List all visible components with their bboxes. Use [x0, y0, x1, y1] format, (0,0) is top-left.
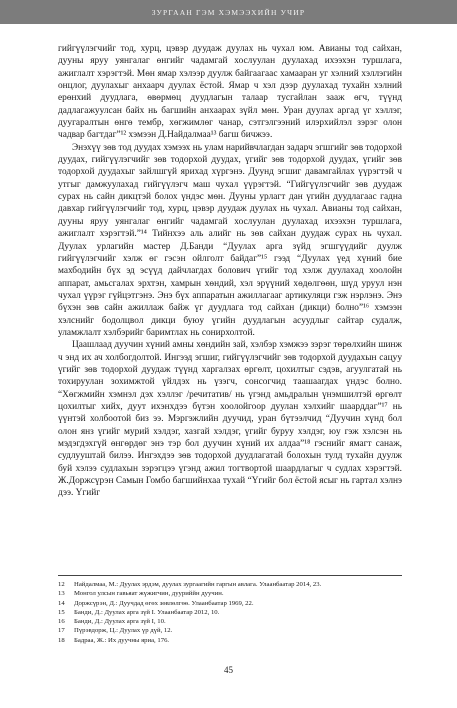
footnote	[58, 617, 402, 626]
footnote-number: 15	[58, 608, 65, 616]
footnotes	[58, 575, 402, 645]
footnote	[58, 636, 402, 645]
footnote-number: 14	[58, 599, 65, 607]
footnote	[58, 589, 402, 598]
footnote-text: Бадраа, Ж.: Их дуучны яриа, 176.	[74, 636, 170, 644]
footnote-number: 12	[58, 581, 65, 588]
footnote-text: Доржсүрэн, Д.: Дуучдад өгөх зөвлөлгөө. Улаанбаатар 1969, 22.	[74, 599, 254, 607]
footnote-number: 17	[58, 627, 65, 635]
footnote-text: Найдалмаа, М.: Дуулах эрдэм, дуулах зургаагийн гаргын авлага. Улаанбаатар 2014, 23.	[74, 581, 322, 588]
paragraph: Цаашлаад дуучин хүний амны хөндийн зай, хэлбэр хэмжээ зэрэг төрөлхийн шинж ч энд их ач холбогдолтой. Ингээд эгшиг, гийгүүлэгчийг зөв тодорхой дуудахын сацуу үгийг зөв тодорхой дуудаж түүнд харгалзах өргөлт, цохилтыг сэдэв, агуулгатай нь тохируулан зохимжтой үйлдэх нь үзэгч, сонсогчид таашаагдах үндэс болно. “Хөгжмийн хэмнэл дэх хэллэг /речитатив/ нь үгэнд амьдралын үнэмшилтэй өргөлт цохилтыг хийх, дуут ихэнхдээ бүтэн хоолойгоор дуулан хэлхийг шаарддаг”¹⁷ нь үүнтэй холбоотой биз ээ. Мэргэжлийн дуучид, уран бүтээлчид “Дуучин хүнд бол олон янз үгийг мурий хэлдэг, хазгай хэлдэг, үгийг буруу хэлдэг, юу гэж хэлсэн нь мэдэгдэхгүй өнгөрдөг энэ тэр бол дуучин хүний их алдаа”¹⁸ гэснийг ямагт санаж, судлууштай билээ. Ингэхдээ зөв тодорхой дуудлагатай болохын тулд тухайн дуулж буй хэлээ судлахын зэрэгцээ үгэнд ажил тогтвортой шаардлагыг ч судлах хэрэгтэй. Ж.Доржсүрэн Самын Гомбо багшийнхаа тухай “Үгийг бол ёстой ясыг нь гартал хэлнэ дээ. Үгийг	[58, 340, 402, 499]
footnote-text: Банди, Д.: Дуулах арга зүй I. Улаанбаатар 2012, 10.	[74, 608, 220, 616]
main-text	[58, 43, 402, 500]
page-number: 45	[224, 665, 233, 675]
footnote	[58, 626, 402, 635]
footnote-text: Монгол улсын гавьяат жүжигчин, дууриййн дуучин.	[74, 590, 224, 598]
paragraph: Энэхүү зөв тод дуудах хэмээх нь улам нарийвчлагдан задарч эгшгийг зөв тодорхой дуудах, гийгүүлэгчийг зөв тодорхой дуудах, үгийг зөв тодорхой дуудах, үгийг зөв тодорхой дуудахыг зайлшгүй ярихад хүргэнэ. Дуунд эгшиг давамгайлах үүрэгтэй ч утгыг дамжуулахад гийгүүлэгч маш чухал үүрэгтэй. “Гийгүүлэгчийг зөв дуудаж сурах нь сайн дикцтэй болох үндэс мөн. Дууны урлагт дан үгийн дуудлагаас гадна давхар гийгүүлэгчийг тод, хурц, цэвэр дуудаж дуулах нь чухал. Авианы тод сайхан, дууны яруу уянгалаг өнгийг чадамгай хослуулан дуулахад ихээхэн туршлага, ажиглалт хэрэгтэй.”¹⁴ Тийнхээ аль алийг нь зөв сайхан дуудаж сурах нь чухал. Дуулах урлагийн мастер Д.Банди “Дуулах арга зүйд эгшгүүдийг дуулж гийгүүлэгчийг хэлж өг гэсэн ойлголт байдаг”¹⁵ гээд “Дуулах үед хүний бие махбодийн бүх эд эсүүд дайчлагдах болович үгийг тод хэлж дуулахад хоолойн аппарат, амьсгалах эрхтэн, хамрын хөндий, хэл эрүүний хөдөлгөөн, шүд уруул нэн чухал үүрэг гүйцэтгэнэ. Энэ бүх аппаратын ажиллагааг артикуляци гэж нэрлэнэ. Энэ бүхэн зөв сайн ажиллаж байж үг дуудлага тод сайхан (дикци) болно”¹⁶ хэмээн хэлснийг бодолцвол дикци буюу үгийн дуудлагын асуудлыг сайтар судалж, уламжлалт хэлбэрийг баримтлах нь сонирхолтой.	[58, 142, 402, 338]
footnote-text: Пүрэвдорж, Ц.: Дуулах үр дүй, 12.	[74, 627, 173, 635]
footnote-number: 16	[58, 618, 65, 626]
paragraph: гийгүүлэгчийг тод, хурц, цэвэр дуудаж дуулах нь чухал юм. Авианы тод сайхан, дууны яруу уянгалаг өнгийг чадамгай хослуулан дуулахад ихээхэн туршлага, ажиглалт хэрэгтэй. Мөн ямар хэлээр дуулж байгаагаас хамааран уг хэлний хэллэгийн онцлог, дуулахыг анхаарч дуулах ёстой. Ямар ч хэл дээр дуулахад тухайн хэлний ерөнхий дуудлага, өвөрмөц дуудлагын талаар тусгайлан зааж өгч, түүнд дадлагажуулсан байх нь багшийн анхаарах зүйл мөн. Уран дуулах аргад үг хэллэг, дуугаралтын өнгө тембр, хөгжимлөг чанар, сэтгэлгээний илэрхийлэл зэрэг олон чадвар багтдаг”¹² хэмээн Д.Найдалмаа¹³ багш бичжээ.	[58, 44, 402, 141]
footnote	[58, 599, 402, 608]
footnote	[58, 608, 402, 617]
footnote-number: 13	[58, 590, 65, 598]
running-title: ЗУРГААН ГЭМ ХЭМЭЭХИЙН УЧИР	[151, 7, 306, 17]
running-header	[0, 0, 457, 24]
footnote	[58, 580, 402, 589]
footnote-number: 18	[58, 636, 65, 644]
footnote-text: Банди, Д.: Дуулах арга зүй I, 10.	[74, 618, 166, 626]
